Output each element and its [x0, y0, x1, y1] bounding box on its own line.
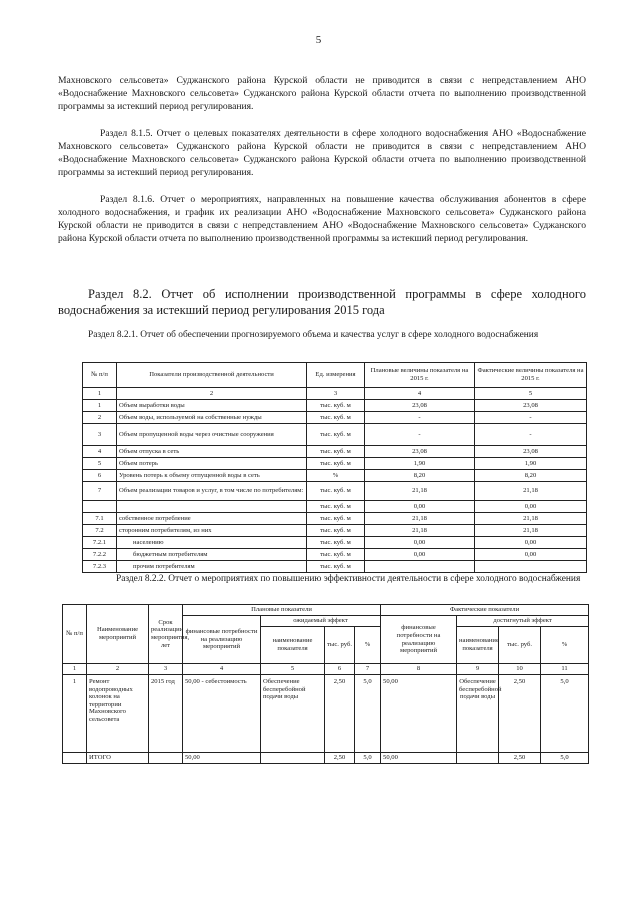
- header-fact-effect-pct: %: [541, 627, 589, 664]
- header-plan-effect-name: наименование показателя: [261, 627, 325, 664]
- row-fact-fin: 50,00: [381, 675, 457, 753]
- total-blank: [261, 753, 325, 764]
- row-name: Объем реализации товаров и услуг, в том числе по потребителям:: [117, 482, 307, 501]
- row-num: 4: [83, 446, 117, 458]
- row-num: 1: [63, 675, 87, 753]
- table-row: [83, 482, 587, 501]
- header-plan: Плановые величины показателя на 2015 г.: [365, 363, 475, 388]
- header-fact-fin: финансовые потребности на реализацию мероприятий: [381, 616, 457, 664]
- row-fact: 8,20: [475, 470, 587, 482]
- column-number: 5: [261, 664, 325, 675]
- row-fact: -: [475, 424, 587, 446]
- row-fact-effect-name: Обеспечение бесперебойной подачи воды: [457, 675, 499, 753]
- total-blank: [457, 753, 499, 764]
- column-number: 9: [457, 664, 499, 675]
- row-unit: тыс. куб. м: [307, 537, 365, 549]
- row-name: сторонним потребителям, из них: [117, 525, 307, 537]
- total-fact-rub: 2,50: [499, 753, 541, 764]
- total-plan-pct: 5,0: [355, 753, 381, 764]
- table-row: [83, 537, 587, 549]
- header-term: Срок реализации мероприятия, лет: [149, 605, 183, 664]
- row-fact: 21,18: [475, 482, 587, 501]
- row-fact: [475, 561, 587, 573]
- row-plan-pct: 5,0: [355, 675, 381, 753]
- row-fact: 0,00: [475, 549, 587, 561]
- header-plan-group: Плановые показатели: [183, 605, 381, 616]
- section-8-2-1-heading: Раздел 8.2.1. Отчет об обеспечении прогнозируемого объема и качества услуг в сфере холодного водоснабжения: [88, 330, 539, 340]
- row-plan: 1,90: [365, 458, 475, 470]
- row-plan: 21,18: [365, 513, 475, 525]
- row-num: 7.2.2: [83, 549, 117, 561]
- header-num: № п/п: [63, 605, 87, 664]
- row-name: [117, 501, 307, 513]
- header-fact-group: Фактические показатели: [381, 605, 589, 616]
- row-name: собственное потребление: [117, 513, 307, 525]
- header-fact-effect-rub: тыс. руб.: [499, 627, 541, 664]
- row-plan: -: [365, 412, 475, 424]
- row-unit: тыс. куб. м: [307, 424, 365, 446]
- total-blank: [149, 753, 183, 764]
- row-num: [83, 501, 117, 513]
- column-number: 10: [499, 664, 541, 675]
- table-row: [83, 561, 587, 573]
- row-fact-pct: 5,0: [541, 675, 589, 753]
- paragraph-section-8-1-6: Раздел 8.1.6. Отчет о мероприятиях, направленных на повышение качества обслуживания абонентов в сфере холодного водоснабжения, и график их реализации АНО «Водоснабжение Махновского сельсовета» Суджанского района Курской области не приводится в связи с непредставлением АНО «Водоснабжение Махновского сельсовета» Суджанского района Курской области отчета по выполнению производственной программы за истекший период регулирования.: [58, 194, 586, 244]
- row-name: населению: [117, 537, 307, 549]
- row-plan: 23,08: [365, 400, 475, 412]
- volume-quality-table: [82, 362, 587, 573]
- row-fact: 23,08: [475, 446, 587, 458]
- row-name: Объем отпуска в сеть: [117, 446, 307, 458]
- table-row: [83, 458, 587, 470]
- total-label: ИТОГО: [87, 753, 149, 764]
- row-unit: тыс. куб. м: [307, 549, 365, 561]
- column-number: 4: [183, 664, 261, 675]
- table-row: [83, 424, 587, 446]
- section-8-2-heading: Раздел 8.2. Отчет об исполнении производственной программы в сфере холодного водоснабжения за истекший период регулирования 2015 года: [58, 287, 586, 317]
- row-unit: тыс. куб. м: [307, 446, 365, 458]
- column-number: 1: [63, 664, 87, 675]
- section-8-2-2-heading: Раздел 8.2.2. Отчет о мероприятиях по повышению эффективности деятельности в сфере холодного водоснабжения: [116, 574, 581, 584]
- row-num: 1: [83, 400, 117, 412]
- row-unit: тыс. куб. м: [307, 513, 365, 525]
- table-header-row: [83, 363, 587, 388]
- row-num: 6: [83, 470, 117, 482]
- header-plan-fin: финансовые потребности на реализацию мероприятий: [183, 616, 261, 664]
- column-number: 4: [365, 388, 475, 400]
- row-name: Уровень потерь к объему отпущенной воды в сеть: [117, 470, 307, 482]
- column-number: 2: [117, 388, 307, 400]
- row-num: 5: [83, 458, 117, 470]
- column-number: 6: [325, 664, 355, 675]
- column-number: 2: [87, 664, 149, 675]
- row-unit: тыс. куб. м: [307, 525, 365, 537]
- column-number: 5: [475, 388, 587, 400]
- row-fact: 1,90: [475, 458, 587, 470]
- row-plan-rub: 2,50: [325, 675, 355, 753]
- row-name: Ремонт водопроводных колонок на территории Махновского сельсовета: [87, 675, 149, 753]
- row-plan: 0,00: [365, 501, 475, 513]
- row-num: 7.2.3: [83, 561, 117, 573]
- row-num: 7: [83, 482, 117, 501]
- page-number: 5: [315, 34, 322, 46]
- row-num: 3: [83, 424, 117, 446]
- row-name: прочим потребителям: [117, 561, 307, 573]
- column-number: 1: [83, 388, 117, 400]
- row-fact: 23,08: [475, 400, 587, 412]
- column-number-row: [63, 664, 589, 675]
- header-fact: Фактические величины показателя на 2015 г.: [475, 363, 587, 388]
- row-plan: 0,00: [365, 537, 475, 549]
- row-unit: %: [307, 470, 365, 482]
- row-plan: 21,18: [365, 482, 475, 501]
- row-fact: 0,00: [475, 501, 587, 513]
- row-plan: 21,18: [365, 525, 475, 537]
- total-fact-pct: 5,0: [541, 753, 589, 764]
- total-plan-fin: 50,00: [183, 753, 261, 764]
- table-row: [83, 549, 587, 561]
- row-fact-rub: 2,50: [499, 675, 541, 753]
- column-number: 3: [149, 664, 183, 675]
- paragraph-section-8-1-5: Раздел 8.1.5. Отчет о целевых показателях деятельности в сфере холодного водоснабжения АНО «Водоснабжение Махновского сельсовета» Суджанского района Курской области не приводится в связи с непредставлением АНО «Водоснабжение Махновского сельсовета» Суджанского района Курской области отчета по выполнению производственной программы за истекший период регулирования.: [58, 128, 586, 178]
- column-number-row: [83, 388, 587, 400]
- row-term: 2015 год: [149, 675, 183, 753]
- row-plan: 8,20: [365, 470, 475, 482]
- row-unit: тыс. куб. м: [307, 400, 365, 412]
- column-number: 11: [541, 664, 589, 675]
- table-row: [83, 412, 587, 424]
- measures-table: [62, 604, 589, 764]
- row-unit: тыс. куб. м: [307, 501, 365, 513]
- header-plan-effect: ожидаемый эффект: [261, 616, 381, 627]
- total-fact-fin: 50,00: [381, 753, 457, 764]
- total-row: [63, 753, 589, 764]
- row-name: бюджетным потребителям: [117, 549, 307, 561]
- row-name: Объем воды, используемой на собственные нужды: [117, 412, 307, 424]
- row-unit: тыс. куб. м: [307, 458, 365, 470]
- row-name: Объем выработки воды: [117, 400, 307, 412]
- header-unit: Ед. измерения: [307, 363, 365, 388]
- table-row: [83, 513, 587, 525]
- header-fact-effect: достигнутый эффект: [457, 616, 589, 627]
- row-plan: -: [365, 424, 475, 446]
- row-unit: тыс. куб. м: [307, 482, 365, 501]
- row-name: Объем потерь: [117, 458, 307, 470]
- header-name: Показатели производственной деятельности: [117, 363, 307, 388]
- row-plan: 0,00: [365, 549, 475, 561]
- row-unit: тыс. куб. м: [307, 561, 365, 573]
- row-fact: 0,00: [475, 537, 587, 549]
- total-blank: [63, 753, 87, 764]
- column-number: 7: [355, 664, 381, 675]
- row-plan-fin: 50,00 - себестоимость: [183, 675, 261, 753]
- table-row: [83, 470, 587, 482]
- table-row: [83, 400, 587, 412]
- row-plan: 23,08: [365, 446, 475, 458]
- column-number: 8: [381, 664, 457, 675]
- row-num: 7.1: [83, 513, 117, 525]
- total-plan-rub: 2,50: [325, 753, 355, 764]
- table-header-row: [63, 605, 589, 616]
- paragraph-continuation: Махновского сельсовета» Суджанского района Курской области не приводится в связи с непредставлением АНО «Водоснабжение Махновского сельсовета» Суджанского района Курской области отчета по выполнению производственной программы за истекший период регулирования.: [58, 75, 586, 112]
- row-num: 7.2: [83, 525, 117, 537]
- row-unit: тыс. куб. м: [307, 412, 365, 424]
- table-row: [83, 446, 587, 458]
- row-fact: -: [475, 412, 587, 424]
- header-plan-effect-rub: тыс. руб.: [325, 627, 355, 664]
- table-row: [83, 525, 587, 537]
- row-name: Объем пропущенной воды через очистные сооружения: [117, 424, 307, 446]
- header-num: № п/п: [83, 363, 117, 388]
- table-row: [83, 501, 587, 513]
- row-num: 7.2.1: [83, 537, 117, 549]
- row-num: 2: [83, 412, 117, 424]
- column-number: 3: [307, 388, 365, 400]
- row-plan: [365, 561, 475, 573]
- table-row: [63, 675, 589, 753]
- header-fact-effect-name: наименование показателя: [457, 627, 499, 664]
- header-name: Наименование мероприятий: [87, 605, 149, 664]
- row-plan-effect-name: Обеспечение бесперебойной подачи воды: [261, 675, 325, 753]
- row-fact: 21,18: [475, 513, 587, 525]
- header-plan-effect-pct: %: [355, 627, 381, 664]
- row-fact: 21,18: [475, 525, 587, 537]
